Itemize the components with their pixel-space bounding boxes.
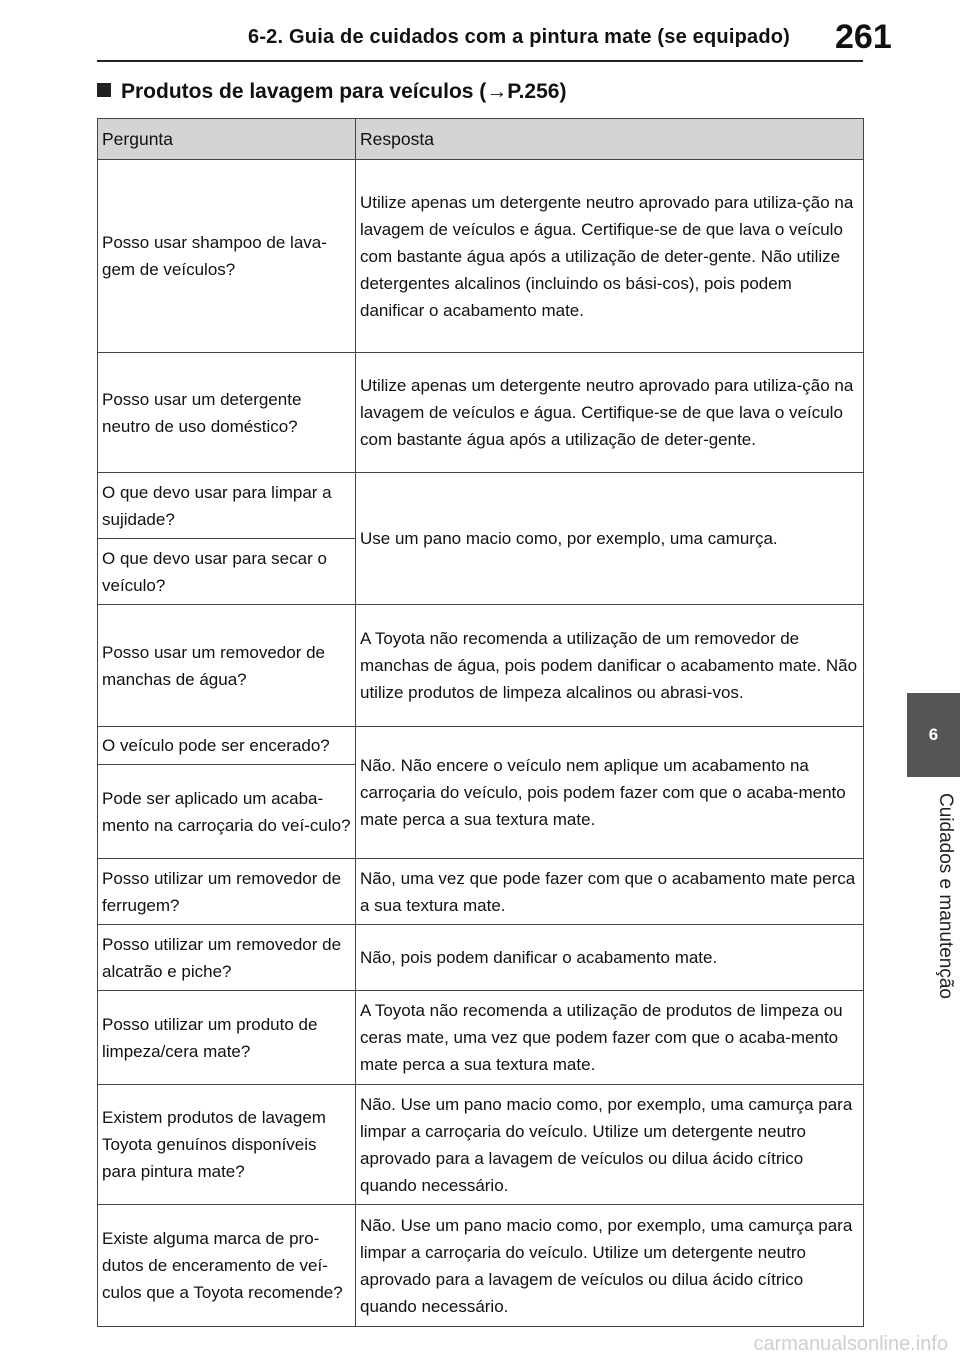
answer-cell: A Toyota não recomenda a utilização de um removedor de manchas de água, pois podem danificar o acabamento mate. Não utilize produtos de limpeza alcalinos ou abrasi-vos. [356,605,864,727]
answer-cell: Não. Use um pano macio como, por exemplo, uma camurça para limpar a carroçaria do veículo. Utilize um detergente neutro aprovado para a lavagem de veículos ou dilua ácido cítrico quando necessário. [356,1205,864,1327]
question-cell: Posso usar um removedor de manchas de água? [98,605,356,727]
answer-cell: Não. Use um pano macio como, por exemplo, uma camurça para limpar a carroçaria do veículo. Utilize um detergente neutro aprovado para a lavagem de veículos ou dilua ácido cítrico quando necessário. [356,1085,864,1205]
column-header-question: Pergunta [98,119,356,160]
table-row [98,1085,864,1205]
question-cell: Posso usar shampoo de lava-gem de veículos? [98,160,356,353]
answer-cell: Utilize apenas um detergente neutro aprovado para utiliza-ção na lavagem de veículos e água. Certifique-se de que lava o veículo com bastante água após a utilização de deter-gente. Não utilize detergentes alcalinos (incluindo os bási-cos), pois podem danificar o acabamento mate. [356,160,864,353]
qa-table [97,118,864,1327]
answer-cell: Não, uma vez que pode fazer com que o acabamento mate perca a sua textura mate. [356,859,864,925]
question-cell: Pode ser aplicado um acaba-mento na carroçaria do veí-culo? [98,765,356,859]
question-cell: Posso utilizar um produto de limpeza/cera mate? [98,991,356,1085]
table-row [98,353,864,473]
answer-cell: Use um pano macio como, por exemplo, uma camurça. [356,473,864,605]
question-cell: Posso utilizar um removedor de alcatrão e piche? [98,925,356,991]
question-cell: O que devo usar para limpar a sujidade? [98,473,356,539]
table-row [98,160,864,353]
page-number: 261 [835,18,892,56]
question-cell: O veículo pode ser encerado? [98,727,356,765]
chapter-tab [907,693,960,777]
question-cell: Posso usar um detergente neutro de uso doméstico? [98,353,356,473]
table-row [98,473,864,539]
question-cell: Existe alguma marca de pro-dutos de enceramento de veí-culos que a Toyota recomende? [98,1205,356,1327]
table-row [98,991,864,1085]
question-cell: Existem produtos de lavagem Toyota genuínos disponíveis para pintura mate? [98,1085,356,1205]
section-heading-text: Produtos de lavagem para veículos (→P.256) [121,80,567,103]
answer-cell: Não. Não encere o veículo nem aplique um acabamento na carroçaria do veículo, pois podem fazer com que o acaba-mento mate perca a sua textura mate. [356,727,864,859]
table-row [98,859,864,925]
watermark: carmanualsonline.info [753,1333,948,1355]
answer-cell: A Toyota não recomenda a utilização de produtos de limpeza ou ceras mate, uma vez que podem fazer com que o acaba-mento mate perca a sua textura mate. [356,991,864,1085]
question-cell: O que devo usar para secar o veículo? [98,539,356,605]
section-heading [97,80,566,104]
chapter-number: 6 [928,725,939,744]
table-row [98,605,864,727]
table-row [98,1205,864,1327]
table-row [98,925,864,991]
header-rule [97,60,863,62]
answer-cell: Utilize apenas um detergente neutro aprovado para utiliza-ção na lavagem de veículos e água. Certifique-se de que lava o veículo com bastante água após a utilização de deter-gente. [356,353,864,473]
chapter-label: Cuidados e manutenção [935,793,956,999]
square-bullet-icon [97,83,111,97]
answer-cell: Não, pois podem danificar o acabamento mate. [356,925,864,991]
table-row [98,727,864,765]
column-header-answer: Resposta [356,119,864,160]
table-header-row [98,119,864,160]
header-title: 6-2. Guia de cuidados com a pintura mate (se equipado) [248,26,791,48]
question-cell: Posso utilizar um removedor de ferrugem? [98,859,356,925]
